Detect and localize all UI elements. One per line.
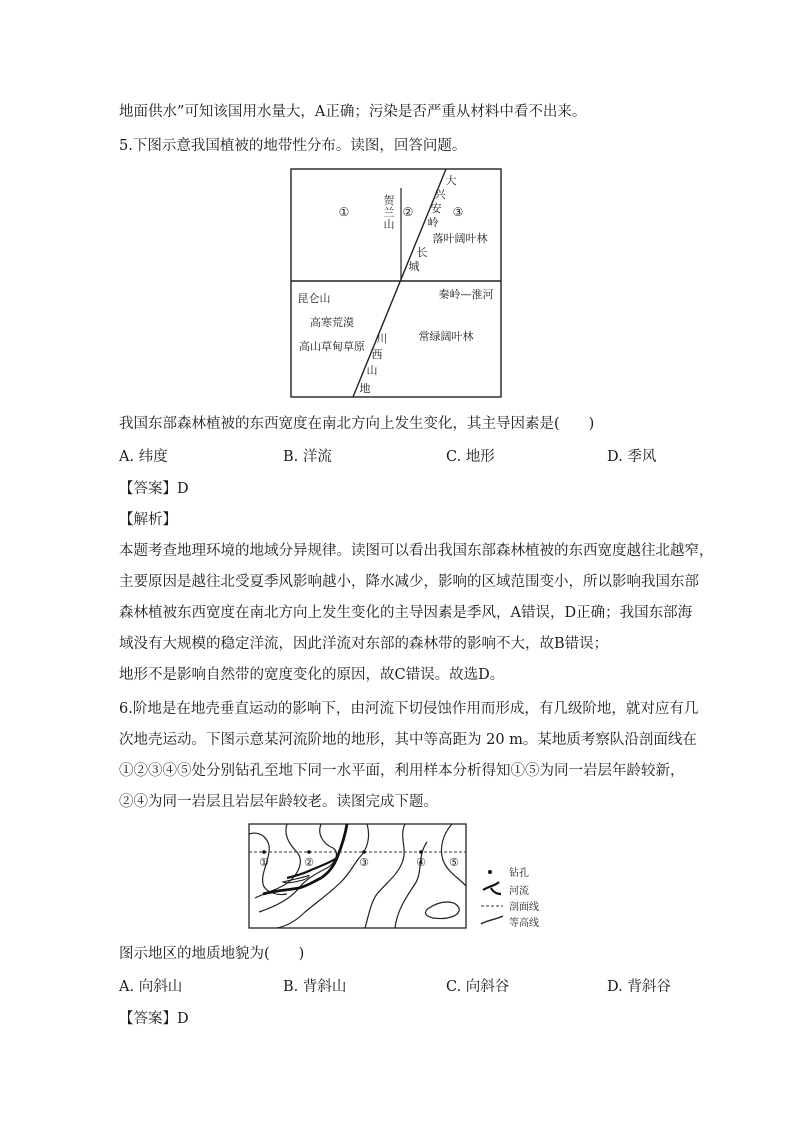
q5-option-d: D. 季风 — [607, 449, 657, 465]
map-frame — [249, 824, 466, 928]
svg-text:贺: 贺 — [383, 194, 395, 207]
analysis-5-line-3: 森林植被东西宽度在南北方向上发生变化的主导因素是季风，A错误，D正确；我国东部海 — [119, 605, 693, 621]
legend-contour-symbol — [481, 916, 503, 924]
well-1-label: ① — [259, 856, 269, 869]
helan-mountain-label — [384, 193, 396, 231]
svg-text:兰: 兰 — [383, 206, 395, 219]
question-6-line-2: 次地壳运动。下图示意某河流阶地的地形，其中等高距为 20 m。某地质考察队沿剖面线在 — [119, 732, 697, 748]
legend-contour-label: 等高线 — [509, 918, 539, 929]
well-2-label: ② — [304, 856, 314, 869]
question-5-stem: 我国东部森林植被的东西宽度在南北方向上发生变化，其主导因素是( ) — [119, 416, 595, 432]
great-wall-label — [409, 246, 428, 273]
analysis-5-line-2: 主要原因是越往北受夏季风影响越小，降水减少，影响的区域范围变小，所以影响我国东部 — [119, 574, 699, 590]
legend-river-symbol — [483, 882, 501, 894]
text-line-1: 地面供水”可知该国用水量大，A正确；污染是否严重从材料中看不出来。 — [119, 104, 587, 120]
well-4-label: ④ — [416, 856, 426, 869]
answer-5: 【答案】D — [119, 481, 189, 497]
zone-1-label: ① — [338, 205, 350, 219]
answer-6: 【答案】D — [119, 1011, 189, 1027]
zone-3-label: ③ — [452, 205, 464, 219]
well-5-label: ⑤ — [449, 856, 459, 869]
svg-text:川: 川 — [376, 332, 388, 345]
evergreen-forest-label: 常绿阔叶林 — [418, 330, 474, 343]
daxinganling-label — [428, 173, 457, 229]
svg-text:兴: 兴 — [434, 188, 446, 201]
svg-text:安: 安 — [430, 202, 442, 215]
question-6-line-3: ①②③④⑤处分别钻孔至地下同一水平面，利用样本分析得知①⑤为同一岩层年龄较新， — [119, 763, 685, 779]
well-3-label: ③ — [359, 856, 369, 869]
svg-text:大: 大 — [445, 174, 457, 187]
zone-2-label: ② — [402, 205, 414, 219]
figure-frame — [291, 169, 501, 397]
question-5-title: 5.下图示意我国植被的地带性分布。读图，回答问题。 — [119, 138, 467, 154]
svg-text:山: 山 — [383, 218, 395, 231]
analysis-5-line-5: 地形不是影响自然带的宽度变化的原因，故C错误。故选D。 — [119, 667, 505, 683]
q5-option-b: B. 洋流 — [283, 449, 332, 465]
legend-river-label: 河流 — [509, 886, 529, 897]
deciduous-forest-label: 落叶阔叶林 — [432, 232, 488, 245]
river-terrace-figure — [247, 822, 547, 932]
analysis-5-title: 【解析】 — [119, 512, 177, 528]
alpine-meadow-label: 高山草甸草原 — [299, 340, 365, 353]
contour-lines — [249, 824, 466, 928]
question-6-line-1: 6.阶地是在地壳垂直运动的影响下，由河流下切侵蚀作用而形成，有几级阶地，就对应有几 — [119, 701, 699, 717]
qinling-huaihe-label: 秦岭—淮河 — [438, 288, 494, 301]
analysis-5-line-4: 域没有大规模的稳定洋流，因此洋流对东部的森林带的影响不大，故B错误； — [119, 636, 609, 652]
svg-text:山: 山 — [366, 364, 378, 377]
svg-text:岭: 岭 — [427, 216, 439, 229]
svg-text:城: 城 — [408, 260, 420, 273]
kunlun-label: 昆仑山 — [297, 292, 331, 305]
question-6-line-4: ②④为同一岩层且岩层年龄较老。读图完成下题。 — [119, 794, 438, 810]
map-legend — [481, 866, 539, 929]
q6-option-a: A. 向斜山 — [119, 979, 183, 995]
q6-option-c: C. 向斜谷 — [446, 979, 510, 995]
legend-profile-label: 剖面线 — [509, 902, 539, 913]
svg-text:长: 长 — [416, 246, 428, 259]
vegetation-zone-figure — [290, 168, 502, 398]
q5-option-a: A. 纬度 — [119, 449, 168, 465]
question-6-stem: 图示地区的地质地貌为( ) — [119, 946, 305, 962]
svg-text:西: 西 — [371, 348, 383, 361]
q6-option-d: D. 背斜谷 — [607, 979, 671, 995]
q5-option-c: C. 地形 — [446, 449, 495, 465]
legend-well-symbol — [488, 870, 492, 874]
alpine-desert-label: 高寒荒漠 — [310, 316, 354, 329]
q6-option-b: B. 背斜山 — [283, 979, 347, 995]
legend-well-label: 钻孔 — [509, 868, 529, 879]
analysis-5-line-1: 本题考查地理环境的地域分异规律。读图可以看出我国东部森林植被的东西宽度越往北越窄， — [119, 543, 714, 559]
svg-text:地: 地 — [359, 382, 371, 395]
